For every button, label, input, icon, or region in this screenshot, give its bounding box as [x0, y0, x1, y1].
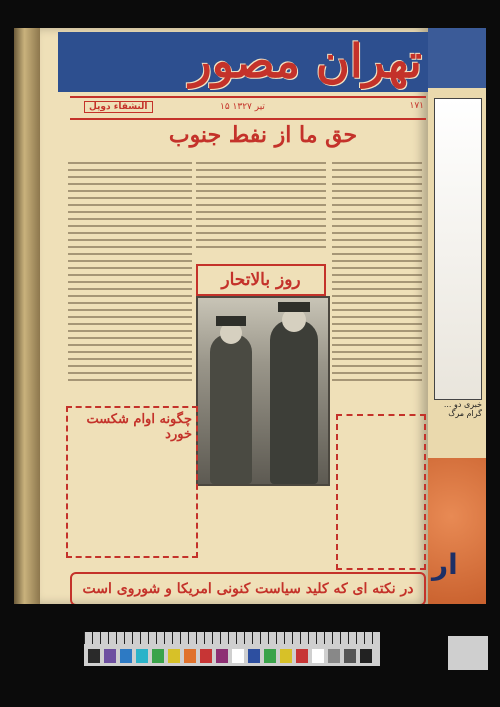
text-line: [68, 246, 192, 248]
color-swatch: [280, 649, 292, 663]
issue-label: النشقاء دوپل: [84, 101, 153, 113]
color-swatch: [184, 649, 196, 663]
color-swatch: [168, 649, 180, 663]
newspaper-page: [40, 28, 428, 604]
text-line: [332, 351, 422, 353]
photo-figure-right: [270, 320, 318, 484]
text-line: [68, 365, 192, 367]
adjacent-page-lettering: ار: [432, 548, 458, 581]
text-line: [332, 162, 422, 164]
color-swatch: [216, 649, 228, 663]
text-line: [68, 253, 192, 255]
color-swatch: [136, 649, 148, 663]
text-line: [332, 232, 422, 234]
text-line: [68, 288, 192, 290]
news-photo: [196, 296, 330, 486]
color-swatch: [152, 649, 164, 663]
book-spine-edge: [14, 28, 40, 604]
inset-title-box: [196, 264, 326, 296]
color-swatch: [296, 649, 308, 663]
text-line: [68, 302, 192, 304]
text-line: [196, 176, 326, 178]
text-line: [68, 260, 192, 262]
text-line: [332, 190, 422, 192]
article-headline: حق ما از نفط جنوب: [168, 122, 358, 148]
adjacent-page-caption: خبری دو ... گرام مرگ: [443, 400, 482, 418]
text-line: [68, 239, 192, 241]
adjacent-page-graphic: [428, 458, 486, 604]
text-line: [332, 239, 422, 241]
text-line: [332, 246, 422, 248]
adjacent-page: [428, 28, 486, 604]
photo-cap-left: [216, 316, 246, 326]
text-line: [332, 169, 422, 171]
text-line: [332, 281, 422, 283]
text-column-left: [68, 162, 192, 386]
text-line: [332, 211, 422, 213]
text-line: [332, 302, 422, 304]
text-line: [332, 183, 422, 185]
text-column-right: [332, 162, 422, 386]
text-line: [332, 267, 422, 269]
text-line: [68, 183, 192, 185]
text-line: [196, 218, 326, 220]
text-line: [332, 344, 422, 346]
text-line: [68, 316, 192, 318]
text-line: [68, 211, 192, 213]
text-line: [196, 239, 326, 241]
text-line: [332, 323, 422, 325]
text-line: [332, 218, 422, 220]
inset-title: روز بالاتحار: [221, 270, 301, 290]
text-line: [68, 372, 192, 374]
text-line: [68, 169, 192, 171]
text-line: [196, 246, 326, 248]
text-line: [68, 225, 192, 227]
text-line: [68, 281, 192, 283]
text-line: [68, 344, 192, 346]
color-swatch: [120, 649, 132, 663]
text-line: [68, 218, 192, 220]
text-line: [332, 337, 422, 339]
text-line: [68, 358, 192, 360]
text-line: [68, 190, 192, 192]
text-line: [68, 295, 192, 297]
calibration-ruler: [84, 632, 380, 644]
text-line: [332, 288, 422, 290]
text-line: [68, 232, 192, 234]
color-swatch: [248, 649, 260, 663]
color-calibration-chart-small: [448, 636, 488, 670]
text-column-middle: [196, 162, 326, 253]
text-line: [332, 253, 422, 255]
text-line: [196, 204, 326, 206]
text-line: [68, 204, 192, 206]
text-line: [332, 274, 422, 276]
text-line: [68, 309, 192, 311]
color-swatch: [344, 649, 356, 663]
text-line: [196, 211, 326, 213]
color-swatch: [200, 649, 212, 663]
text-line: [332, 365, 422, 367]
photo-cap-right: [278, 302, 310, 312]
text-line: [332, 309, 422, 311]
text-line: [332, 372, 422, 374]
color-calibration-chart: [84, 632, 380, 666]
text-line: [332, 204, 422, 206]
adjacent-page-header: [428, 28, 486, 88]
text-line: [196, 169, 326, 171]
text-line: [68, 323, 192, 325]
photo-figure-left: [210, 334, 252, 484]
text-line: [68, 379, 192, 381]
color-swatch: [104, 649, 116, 663]
text-line: [196, 197, 326, 199]
text-line: [332, 379, 422, 381]
text-line: [68, 162, 192, 164]
color-swatch: [328, 649, 340, 663]
masthead: [58, 32, 428, 92]
text-line: [196, 232, 326, 234]
color-swatch: [312, 649, 324, 663]
text-line: [68, 330, 192, 332]
text-line: [332, 358, 422, 360]
text-line: [332, 260, 422, 262]
color-swatch: [88, 649, 100, 663]
text-line: [68, 337, 192, 339]
color-swatch: [264, 649, 276, 663]
text-line: [332, 197, 422, 199]
text-line: [196, 183, 326, 185]
text-line: [68, 351, 192, 353]
masthead-title: تهران مصور: [189, 34, 422, 88]
sidebar-article-title: چگونه اوام شکست خورد: [86, 412, 192, 442]
text-line: [332, 295, 422, 297]
text-line: [68, 274, 192, 276]
text-line: [332, 316, 422, 318]
text-line: [196, 190, 326, 192]
text-line: [332, 225, 422, 227]
text-line: [68, 267, 192, 269]
text-line: [196, 162, 326, 164]
footer-banner: در نکته ای که کلید سیاست کنونی امریکا و شوروی است: [70, 572, 426, 604]
text-line: [332, 330, 422, 332]
text-line: [332, 176, 422, 178]
issue-date: ۱۵ تیر ۱۳۲۷: [220, 102, 265, 112]
text-line: [196, 225, 326, 227]
adjacent-page-illustration: [434, 98, 482, 400]
text-line: [68, 197, 192, 199]
dateline: [70, 96, 426, 120]
color-swatch: [360, 649, 372, 663]
right-article-box: [336, 414, 426, 570]
sidebar-article-box: [66, 406, 198, 558]
page-number: ۱۷۱: [409, 101, 424, 111]
text-line: [68, 176, 192, 178]
color-swatch: [232, 649, 244, 663]
